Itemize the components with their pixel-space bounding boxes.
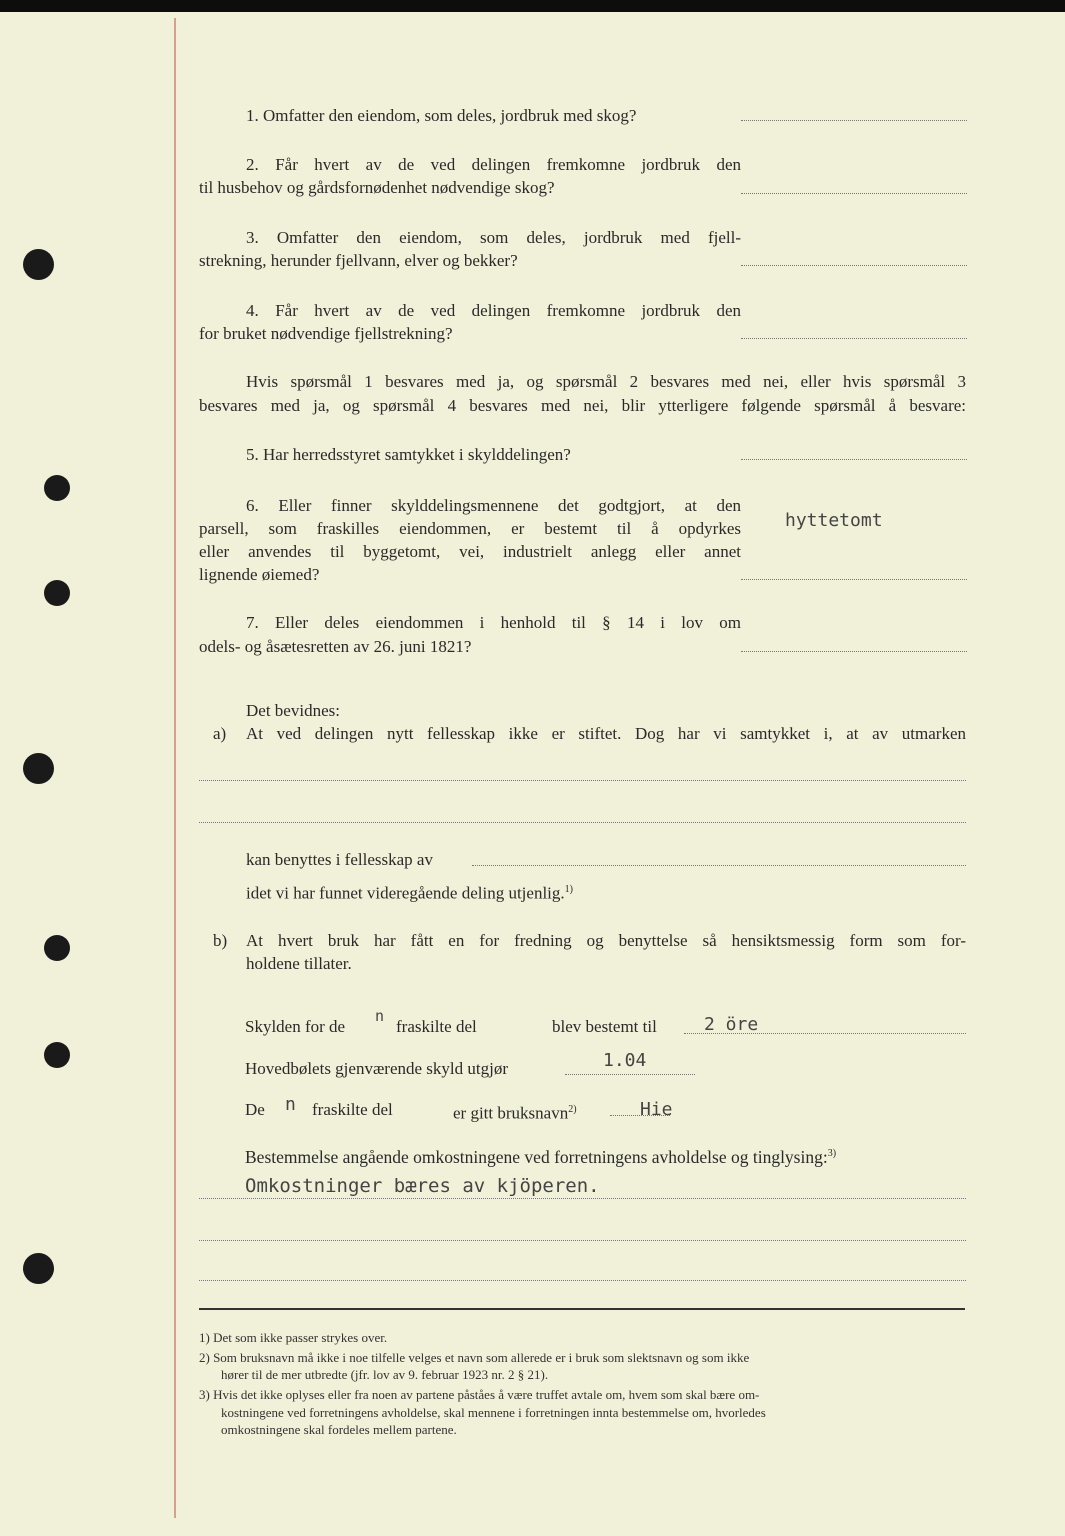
skyld-mark: n (375, 1007, 385, 1025)
cost-label: Bestemmelse angående omkostningene ved forretningens avholdelse og tinglysing:$^{3)}$ (245, 1146, 837, 1167)
bruksnavn-label-c: er gitt bruksnavn$^{2)}$ (453, 1103, 577, 1123)
skyld-label-c: blev bestemt til (552, 1017, 657, 1036)
question-6-line-1: 6. Eller finner skylddelingsmennene det godtgjort, at den (246, 496, 741, 515)
document-page (0, 12, 1065, 1536)
question-6-line-3: eller anvendes til byggetomt, vei, industrielt anlegg eller annet (199, 542, 741, 561)
fill-line[interactable] (199, 779, 966, 781)
answer-line-3[interactable] (741, 264, 967, 266)
cost-line[interactable] (199, 1239, 966, 1241)
bruksnavn-line[interactable] (610, 1114, 670, 1116)
answer-line-5[interactable] (741, 458, 967, 460)
answer-line-7[interactable] (741, 650, 967, 652)
answer-6-typed: hyttetomt (785, 510, 883, 531)
footnote-2-line-2: hører til de mer utbredte (jfr. lov av 9. februar 1923 nr. 2 § 21). (221, 1367, 549, 1382)
skyld-label-a: Skylden for de (245, 1017, 346, 1036)
punch-hole (44, 475, 70, 501)
question-2-line-2: til husbehov og gårdsfornødenhet nødvendige skog? (199, 178, 555, 197)
question-2-line-1: 2. Får hvert av de ved delingen fremkomne jordbruk den (246, 155, 741, 174)
question-3-line-2: strekning, herunder fjellvann, elver og bekker? (199, 251, 518, 270)
fill-line[interactable] (199, 821, 966, 823)
attest-b-line-2: holdene tillater. (246, 954, 352, 973)
margin-line (174, 18, 176, 1518)
bruksnavn-value: Hie (640, 1099, 673, 1120)
cost-line[interactable] (199, 1197, 966, 1199)
attest-heading: Det bevidnes: (246, 701, 340, 720)
question-5: 5. Har herredsstyret samtykket i skylddelingen? (246, 445, 571, 464)
attest-b-marker: b) (213, 931, 228, 950)
footnote-3-line-2: kostningene ved forretningens avholdelse, skal mennene i forretningen innta bestemmelse om, hvorledes (221, 1405, 766, 1420)
question-1: 1. Omfatter den eiendom, som deles, jordbruk med skog? (246, 106, 637, 125)
answer-line-1[interactable] (741, 119, 967, 121)
answer-line-2[interactable] (741, 192, 967, 194)
condition-line-2: besvares med ja, og spørsmål 4 besvares med nei, blir ytterligere følgende spørsmål å besvare: (199, 396, 966, 415)
footnote-2-line-1: 2) Som bruksnavn må ikke i noe tilfelle velges et navn som allerede er i bruk som slektsnavn og som ikke (199, 1350, 750, 1365)
skyld-label-b: fraskilte del (396, 1017, 477, 1036)
footnote-3-line-1: 3) Hvis det ikke oplyses eller fra noen av partene påståes å være truffet avtale om, hvem som skal bære om- (199, 1387, 760, 1402)
skyld-value: 2 öre (704, 1014, 759, 1035)
cost-value: Omkostninger bæres av kjöperen. (245, 1175, 600, 1197)
cost-line[interactable] (199, 1279, 966, 1281)
question-3-line-1: 3. Omfatter den eiendom, som deles, jordbruk med fjell- (246, 228, 741, 247)
attest-a-text: At ved delingen nytt fellesskap ikke er stiftet. Dog har vi samtykket i, at av utmarken (246, 724, 966, 743)
question-7-line-1: 7. Eller deles eiendommen i henhold til § 14 i lov om (246, 613, 741, 632)
punch-hole (44, 935, 70, 961)
skyld-line[interactable] (684, 1032, 966, 1034)
footnote-1: 1) Det som ikke passer strykes over. (199, 1330, 388, 1345)
footnote-rule (199, 1308, 965, 1310)
question-7-line-2: odels- og åsætesretten av 26. juni 1821? (199, 637, 472, 656)
punch-hole (23, 1253, 54, 1284)
footnote-3-line-3: omkostningene skal fordeles mellem partene. (221, 1422, 457, 1437)
further-division-text: idet vi har funnet videregående deling utjenlig.$^{1)}$ (246, 883, 573, 903)
question-4-line-2: for bruket nødvendige fjellstrekning? (199, 324, 453, 343)
punch-hole (44, 1042, 70, 1068)
question-6-line-4: lignende øiemed? (199, 565, 320, 584)
attest-a-marker: a) (213, 724, 227, 743)
remaining-skyld-value: 1.04 (603, 1050, 647, 1071)
bruksnavn-label-b: fraskilte del (312, 1100, 393, 1119)
punch-hole (23, 753, 54, 784)
condition-line-1: Hvis spørsmål 1 besvares med ja, og spørsmål 2 besvares med nei, eller hvis spørsmål 3 (246, 372, 966, 391)
question-4-line-1: 4. Får hvert av de ved delingen fremkomne jordbruk den (246, 301, 741, 320)
shared-use-line[interactable] (472, 864, 966, 866)
answer-line-4[interactable] (741, 337, 967, 339)
bruksnavn-mark: n (285, 1094, 296, 1115)
question-6-line-2: parsell, som fraskilles eiendommen, er bestemt til å opdyrkes (199, 519, 741, 538)
attest-b-line-1: At hvert bruk har fått en for fredning og benyttelse så hensiktsmessig form som for- (246, 931, 966, 950)
punch-hole (44, 580, 70, 606)
remaining-skyld-line[interactable] (565, 1073, 695, 1075)
remaining-skyld-label: Hovedbølets gjenværende skyld utgjør (245, 1059, 508, 1078)
shared-use-label: kan benyttes i fellesskap av (246, 850, 433, 869)
bruksnavn-label-a: De (245, 1100, 265, 1119)
answer-line-6[interactable] (741, 578, 967, 580)
punch-hole (23, 249, 54, 280)
